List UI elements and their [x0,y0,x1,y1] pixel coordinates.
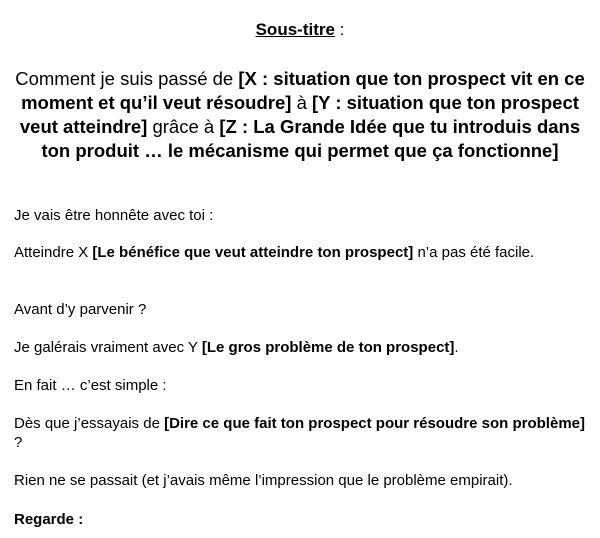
tried-text-b: [Dire ce que fait ton prospect pour résoudre son problème] [164,415,585,432]
subtitle-part-2: à [291,92,313,113]
subtitle-part-3: grâce à [147,116,220,137]
heading [0,20,600,40]
subtitle-part-1: Comment je suis passé de [15,68,239,89]
paragraph-nothing: Rien ne se passait (et j’avais même l’impression que le problème empirait). [14,472,513,489]
paragraph-honest: Je vais être honnête avec toi : [14,207,214,224]
heading-colon: : [334,20,345,39]
struggle-text-c: . [454,339,459,356]
paragraph-tried [14,414,586,452]
reach-text-b: [Le bénéfice que veut atteindre ton prospect] [92,244,414,261]
paragraph-struggle [14,338,586,357]
heading-label: Sous-titre [255,20,335,39]
paragraph-simple: En fait … c’est simple : [14,377,167,394]
subtitle-x: [X : situation que ton prospect vit en ce moment et qu’il veut résoudre] [21,68,585,113]
subtitle-text [10,67,590,163]
tried-text-a: Dès que j’essayais de [14,415,165,432]
struggle-text-a: Je galérais vraiment avec Y [14,339,202,356]
subtitle-z: [Z : La Grande Idée que tu introduis dans ton produit … le mécanisme qui permet que ça fonctionne] [41,116,581,161]
paragraph-reach [14,243,586,262]
reach-text-a: Atteindre X [14,244,93,261]
subtitle-y: [Y : situation que ton prospect veut atteindre] [19,92,579,137]
reach-text-c: n’a pas été facile. [413,244,535,261]
tried-text-c: ? [14,434,23,451]
paragraph-before: Avant d’y parvenir ? [14,301,147,318]
struggle-text-b: [Le gros problème de ton prospect] [201,339,455,356]
paragraph-look: Regarde : [14,511,84,528]
